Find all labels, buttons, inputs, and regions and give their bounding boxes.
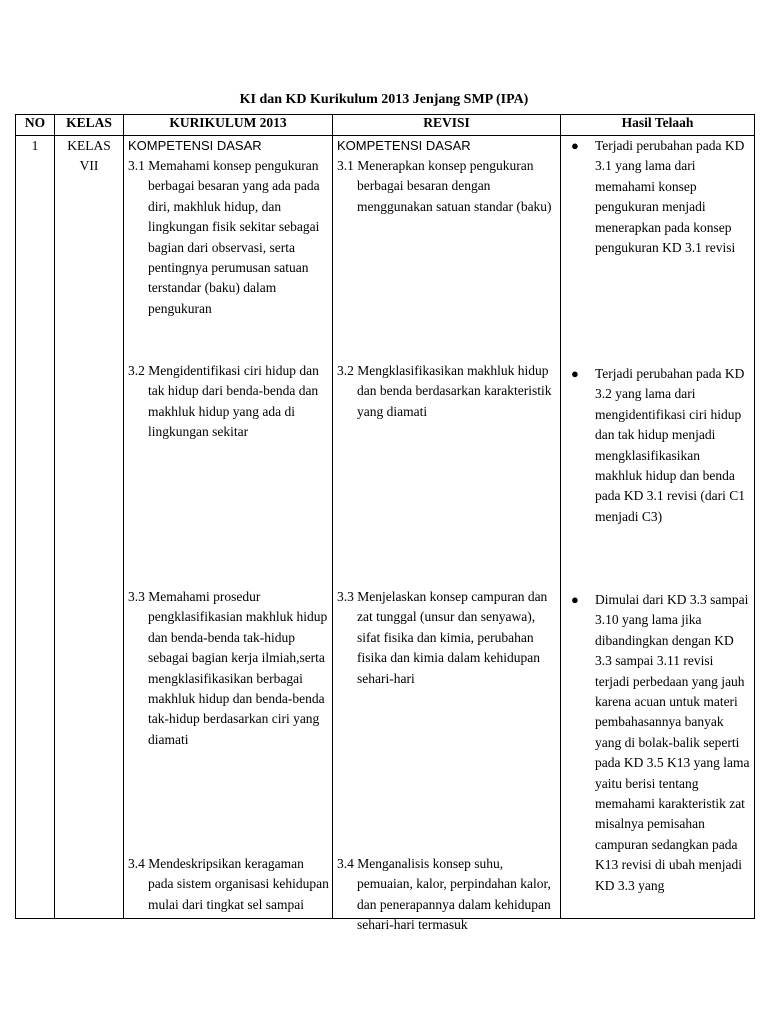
hasil-item-text: Terjadi perubahan pada KD 3.2 yang lama dari mengidentifikasi ciri hidup dan tak hidup menjadi mengklasifikasikan makhluk hidup dan benda pada KD 3.1 revisi (dari C1 menjadi C3) [595, 366, 745, 524]
page-title: KI dan KD Kurikulum 2013 Jenjang SMP (IPA) [239, 92, 529, 107]
bullet-icon: ● [571, 138, 579, 153]
revisi-kd-3-2: 3.2 Mengklasifikasikan makhluk hidup dan benda berdasarkan karakteristik yang diamati [337, 363, 552, 419]
header-row [16, 115, 755, 136]
kelas-label: KELAS [67, 138, 111, 153]
hasil-item-text: Terjadi perubahan pada KD 3.1 yang lama dari memahami konsep pengukuran menjadi menerapkan pada konsep pengukuran KD 3.1 revisi [595, 138, 745, 256]
header-revisi: REVISI [333, 115, 561, 136]
kurikulum-kd-3-4: 3.4 Mendeskripsikan keragaman pada sistem organisasi kehidupan mulai dari tingkat sel sampai [128, 856, 329, 912]
revisi-kd-3-4: 3.4 Menganalisis konsep suhu, pemuaian, kalor, perpindahan kalor, dan penerapannya dalam kehidupan sehari-hari termasuk [337, 856, 551, 933]
revisi-kd-3-3: 3.3 Menjelaskan konsep campuran dan zat tunggal (unsur dan senyawa), sifat fisika dan kimia, perubahan fisika dan kimia dalam kehidupan sehari-hari [337, 589, 548, 686]
kd-comparison-table [15, 114, 755, 933]
header-kurikulum: KURIKULUM 2013 [124, 115, 333, 136]
kurikulum-kd-3-1: 3.1 Memahami konsep pengukuran berbagai besaran yang ada pada diri, makhluk hidup, dan lingkungan fisik sekitar sebagai bagian dari observasi, serta pentingnya perumusan satuan terstandar (baku) dalam pengukuran [128, 158, 320, 316]
kurikulum-kd-3-2: 3.2 Mengidentifikasi ciri hidup dan tak hidup dari benda-benda dan makhluk hidup yang ada di lingkungan sekitar [128, 363, 319, 440]
hasil-item-text: Dimulai dari KD 3.3 sampai 3.10 yang lama jika dibandingkan dengan KD 3.3 sampai 3.11 revisi terjadi perbedaan yang jauh karena acuan untuk materi pembahasannya banyak yang di bolak-balik seperti pada KD 3.5 K13 yang lama yaitu berisi tentang memahami karakteristik zat misalnya pemisahan campuran sedangkan pada K13 revisi di ubah menjadi KD 3.3 yang [595, 592, 750, 893]
kurikulum-column [124, 136, 333, 919]
revisi-column [333, 136, 561, 933]
revisi-heading: KOMPETENSI DASAR [337, 138, 471, 153]
list-item [561, 590, 754, 896]
header-hasil-telaah: Hasil Telaah [561, 115, 755, 136]
list-item [561, 364, 754, 527]
table-row [16, 136, 755, 919]
list-item [561, 136, 754, 258]
bullet-icon: ● [571, 592, 579, 607]
kurikulum-heading: KOMPETENSI DASAR [128, 138, 262, 153]
hasil-telaah-column [561, 136, 755, 919]
revisi-kd-3-1: 3.1 Menerapkan konsep pengukuran berbagai besaran dengan menggunakan satuan standar (baku) [337, 158, 552, 214]
row-number: 1 [16, 136, 55, 919]
header-no: NO [16, 115, 55, 136]
header-kelas: KELAS [55, 115, 124, 136]
row-kelas [55, 136, 124, 919]
kelas-value: VII [79, 158, 99, 173]
kurikulum-kd-3-3: 3.3 Memahami prosedur pengklasifikasian makhluk hidup dan benda-benda tak-hidup sebagai bagian kerja ilmiah,serta mengklasifikasikan berbagai makhluk hidup dan benda-benda tak-hidup berdasarkan ciri yang diamati [128, 589, 328, 747]
bullet-icon: ● [571, 366, 579, 381]
